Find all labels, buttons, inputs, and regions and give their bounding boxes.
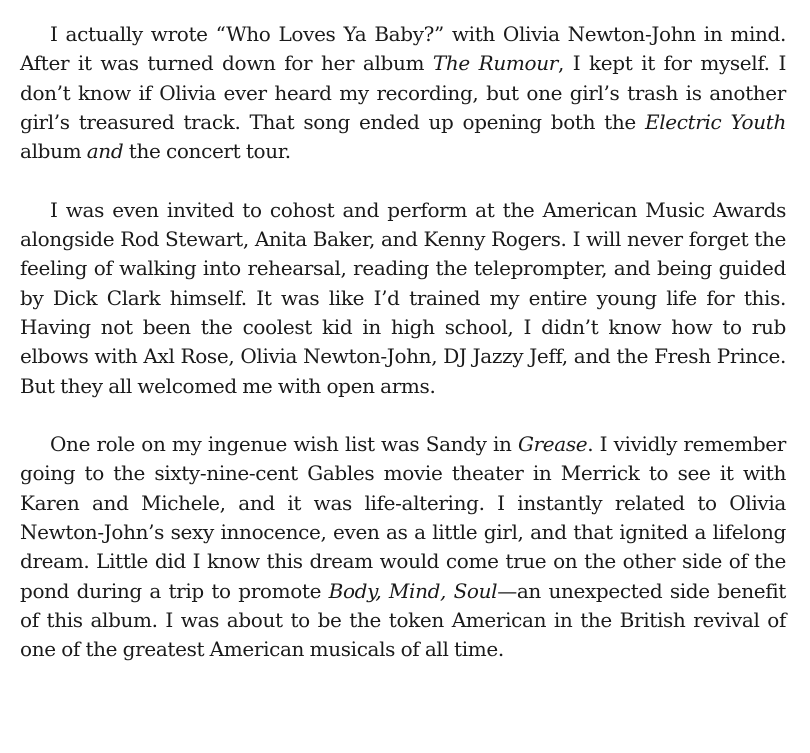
text-run: album: [20, 139, 87, 164]
italic-title-run: Electric Youth: [644, 109, 786, 134]
text-run: . I vividly remember going to the sixty-nine-cent Gables movie theater in Merrick to see it with Karen and Michele, and it was life-altering. I instantly related to Olivia Newton-John’s sexy innocence, even as a little girl, and that ignited a lifelong dream. Little did I know this dream would come true on the other side of the pond during a trip to promote: [20, 432, 786, 603]
text-run: I was even invited to cohost and perform at the American Music Awards alongside Rod Stewart, Anita Baker, and Kenny Rogers. I will never forget the feeling of walking into rehearsal, reading the teleprompter, and being guided by Dick Clark himself. It was like I’d trained my entire young life for this. Having not been the coolest kid in high school, I didn’t know how to rub elbows with Axl Rose, Olivia Newton-John, DJ Jazzy Jeff, and the Fresh Prince. But they all welcomed me with open arms.: [20, 197, 786, 398]
text-run: the concert tour.: [123, 139, 291, 164]
paragraph-who-loves-ya-baby: [20, 20, 786, 166]
paragraph-american-music-awards: [20, 196, 786, 401]
text-run: One role on my ingenue wish list was Sandy in: [50, 432, 518, 457]
text-run: —an unexpected side benefit of this album. I was about to be the token American in the British revival of one of the greatest American musicals of all time.: [20, 578, 786, 662]
paragraph-grease-sandy: [20, 430, 786, 664]
book-page-text: [20, 20, 786, 665]
text-run: , I kept it for myself. I don’t know if Olivia ever heard my recording, but one girl’s trash is another girl’s treasured track. That song ended up opening both the: [20, 51, 786, 134]
text-run: I actually wrote “Who Loves Ya Baby?” with Olivia Newton-John in mind. After it was turned down for her album: [20, 22, 786, 76]
italic-title-run: and: [86, 139, 124, 164]
italic-title-run: The Rumour: [432, 51, 558, 76]
italic-title-run: Grease: [517, 432, 588, 457]
italic-title-run: Body, Mind, Soul: [328, 578, 498, 603]
